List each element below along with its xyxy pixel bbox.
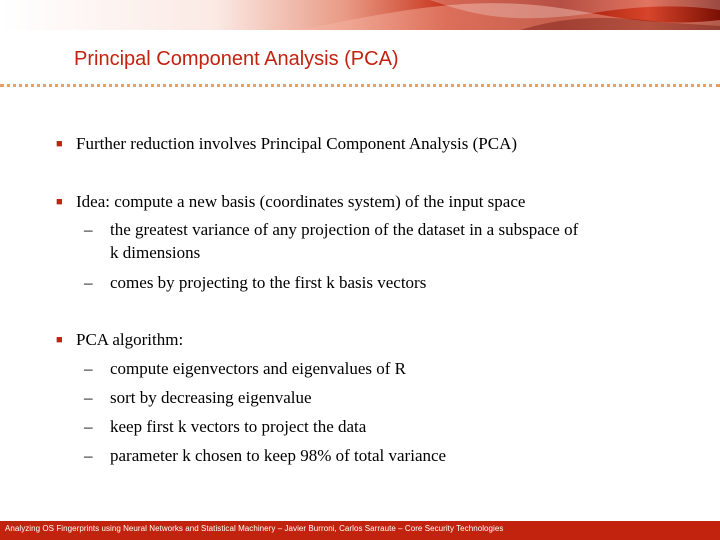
- square-bullet-icon: ■: [56, 138, 63, 150]
- dash-marker: –: [84, 388, 93, 407]
- square-bullet-icon: ■: [56, 334, 63, 346]
- dash-marker: –: [84, 359, 93, 378]
- footer-bar: [0, 521, 720, 540]
- square-bullet-icon: ■: [56, 196, 63, 208]
- title-divider: [0, 84, 720, 87]
- sub-item-text: k dimensions: [110, 243, 201, 262]
- sub-item-text: comes by projecting to the first k basis vectors: [110, 273, 427, 292]
- dash-marker: –: [84, 446, 93, 465]
- bullet-text: PCA algorithm:: [76, 330, 184, 349]
- footer-text: Analyzing OS Fingerprints using Neural Networks and Statistical Machinery – Javier Burroni, Carlos Sarraute – Core Security Technologies: [5, 524, 504, 533]
- dash-marker: –: [84, 273, 93, 292]
- sub-item-text: the greatest variance of any projection of the dataset in a subspace of: [110, 220, 579, 239]
- dash-marker: –: [84, 220, 93, 239]
- sub-item-text: compute eigenvectors and eigenvalues of R: [110, 359, 406, 378]
- header-banner: [0, 0, 720, 30]
- dash-marker: –: [84, 417, 93, 436]
- sub-item-text: parameter k chosen to keep 98% of total variance: [110, 446, 447, 465]
- banner-swoosh-graphic: [0, 0, 720, 30]
- bullet-text: Idea: compute a new basis (coordinates system) of the input space: [76, 192, 526, 211]
- sub-item-text: sort by decreasing eigenvalue: [110, 388, 312, 407]
- sub-item-text: keep first k vectors to project the data: [110, 417, 367, 436]
- slide-title: Principal Component Analysis (PCA): [74, 48, 399, 70]
- bullet-text: Further reduction involves Principal Component Analysis (PCA): [76, 134, 518, 153]
